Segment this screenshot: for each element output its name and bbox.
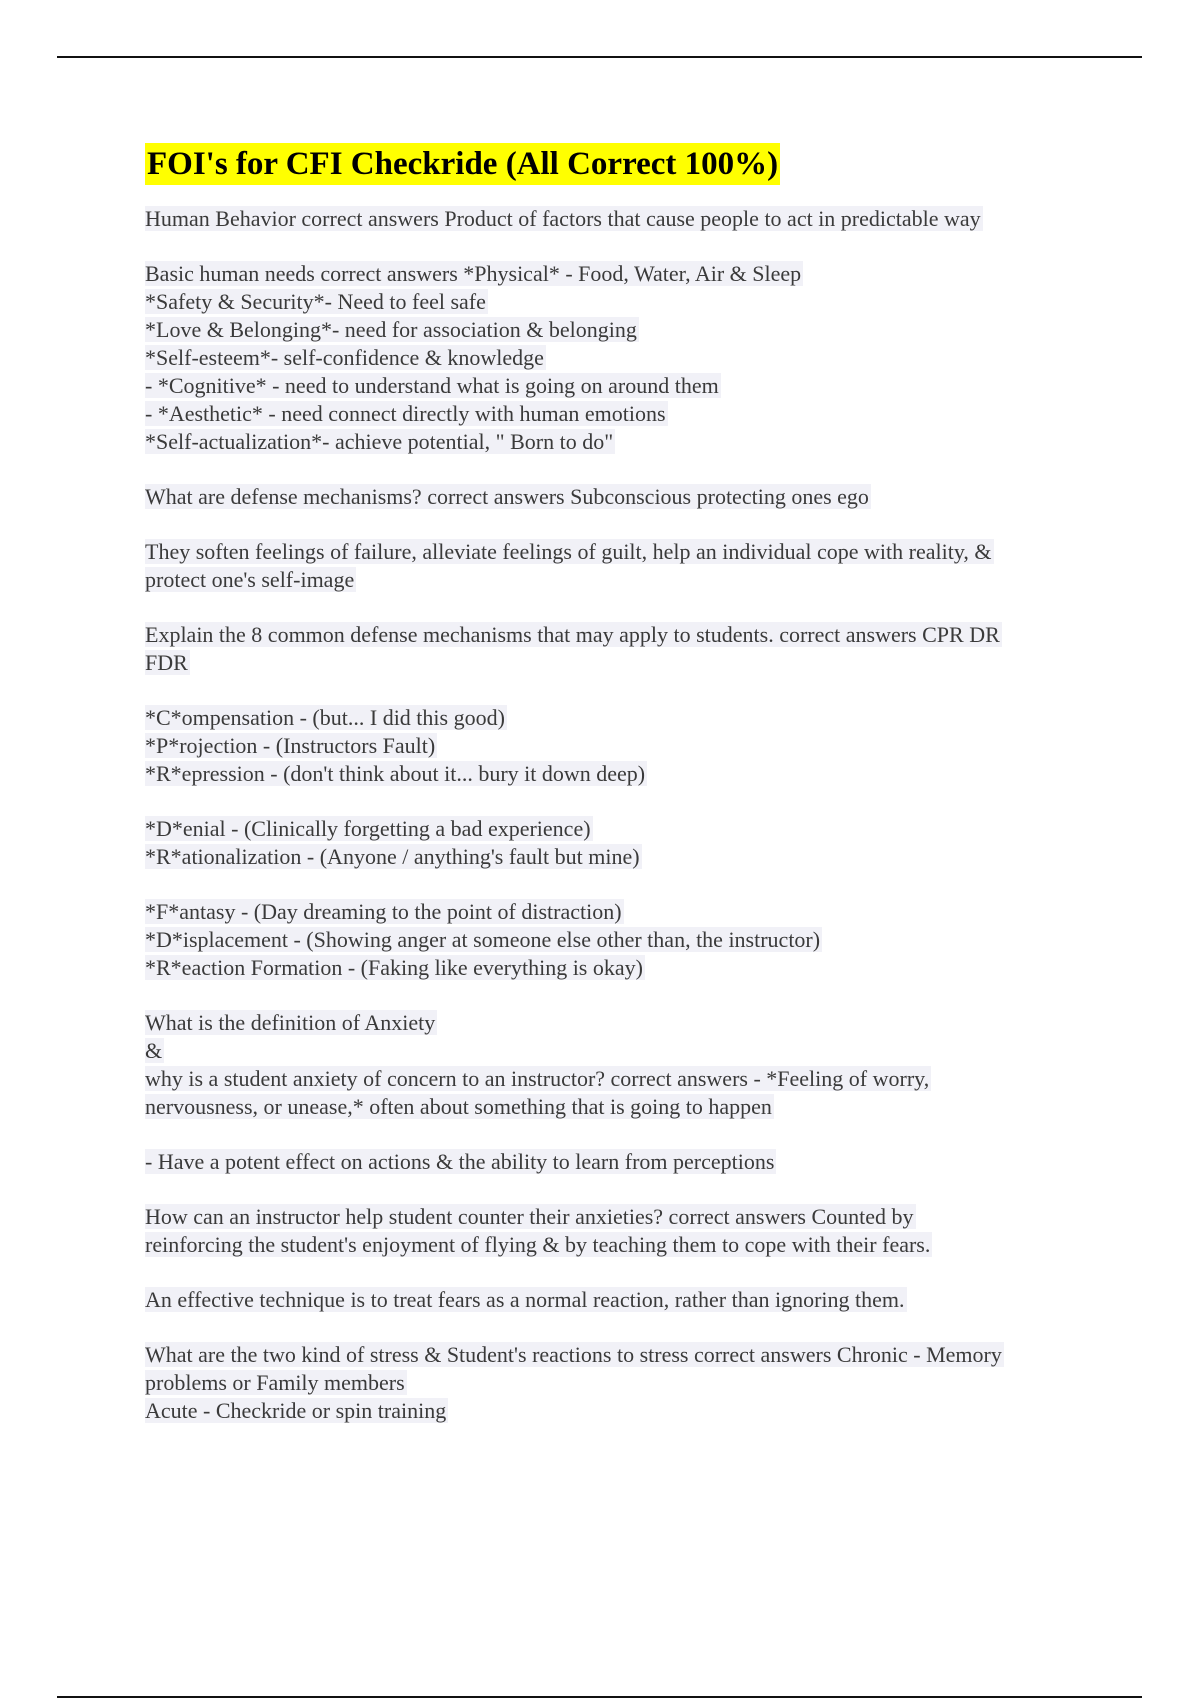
text-line	[145, 649, 1090, 677]
paragraph	[145, 1203, 1090, 1259]
text-line	[145, 621, 1090, 649]
text-line-content: They soften feelings of failure, alleviate feelings of guilt, help an individual cope with reality, &	[145, 539, 992, 564]
text-line-content: *Self-actualization*- achieve potential, " Born to do"	[145, 429, 614, 454]
paragraph	[145, 483, 1090, 511]
text-line-content: - Have a potent effect on actions & the ability to learn from perceptions	[145, 1149, 775, 1174]
text-line	[145, 1397, 1090, 1425]
paragraph	[145, 260, 1090, 456]
text-line-content: Explain the 8 common defense mechanisms that may apply to students. correct answers CPR DR	[145, 622, 1000, 647]
paragraph	[145, 1341, 1090, 1425]
text-line	[145, 1065, 1090, 1093]
paragraph	[145, 1009, 1090, 1121]
text-line	[145, 1037, 1090, 1065]
text-line-content: *R*ationalization - (Anyone / anything's fault but mine)	[145, 844, 640, 869]
paragraph	[145, 621, 1090, 677]
text-line-content: *Love & Belonging*- need for association & belonging	[145, 317, 637, 342]
text-line	[145, 205, 1090, 233]
text-line	[145, 732, 1090, 760]
text-line-content: How can an instructor help student counter their anxieties? correct answers Counted by	[145, 1204, 914, 1229]
text-line	[145, 954, 1090, 982]
paragraph	[145, 538, 1090, 594]
text-line	[145, 538, 1090, 566]
text-line-content: What is the definition of Anxiety	[145, 1010, 436, 1035]
text-line-content: *C*ompensation - (but... I did this good)	[145, 705, 505, 730]
text-line-content: Acute - Checkride or spin training	[145, 1398, 447, 1423]
text-line-content: FDR	[145, 650, 188, 675]
text-line-content: Basic human needs correct answers *Physical* - Food, Water, Air & Sleep	[145, 261, 802, 286]
paragraph	[145, 1286, 1090, 1314]
text-line	[145, 288, 1090, 316]
text-line-content: problems or Family members	[145, 1370, 405, 1395]
text-line	[145, 1203, 1090, 1231]
text-line-content: *Self-esteem*- self-confidence & knowledge	[145, 345, 544, 370]
text-line-content: What are the two kind of stress & Student's reactions to stress correct answers Chronic - Memory	[145, 1342, 1002, 1367]
text-line-content: *P*rojection - (Instructors Fault)	[145, 733, 436, 758]
text-line-content: What are defense mechanisms? correct answers Subconscious protecting ones ego	[145, 484, 869, 509]
text-line-content: reinforcing the student's enjoyment of flying & by teaching them to cope with their fears.	[145, 1232, 931, 1257]
text-line	[145, 372, 1090, 400]
text-line	[145, 566, 1090, 594]
paragraph	[145, 205, 1090, 233]
text-line	[145, 815, 1090, 843]
text-line-content: Human Behavior correct answers Product of factors that cause people to act in predictable way	[145, 206, 981, 231]
text-line	[145, 760, 1090, 788]
text-line-content: An effective technique is to treat fears as a normal reaction, rather than ignoring them.	[145, 1287, 905, 1312]
document-title: FOI's for CFI Checkride (All Correct 100%)	[145, 143, 780, 185]
text-line-content: *Safety & Security*- Need to feel safe	[145, 289, 486, 314]
text-line-content: *D*isplacement - (Showing anger at someone else other than, the instructor)	[145, 927, 821, 952]
paragraph	[145, 1148, 1090, 1176]
text-line	[145, 344, 1090, 372]
text-line-content: *R*eaction Formation - (Faking like everything is okay)	[145, 955, 643, 980]
text-line	[145, 260, 1090, 288]
text-line	[145, 1148, 1090, 1176]
text-line	[145, 843, 1090, 871]
text-line-content: nervousness, or unease,* often about something that is going to happen	[145, 1094, 772, 1119]
text-line	[145, 483, 1090, 511]
text-line	[145, 1009, 1090, 1037]
text-line	[145, 428, 1090, 456]
text-line-content: &	[145, 1038, 163, 1063]
text-line	[145, 1093, 1090, 1121]
text-line	[145, 316, 1090, 344]
text-line-content: *D*enial - (Clinically forgetting a bad experience)	[145, 816, 591, 841]
text-line	[145, 898, 1090, 926]
paragraph	[145, 898, 1090, 982]
text-line-content: protect one's self-image	[145, 567, 355, 592]
paragraph	[145, 704, 1090, 788]
text-line-content: *F*antasy - (Day dreaming to the point of distraction)	[145, 899, 622, 924]
top-rule	[57, 56, 1142, 58]
bottom-rule	[57, 1696, 1142, 1698]
text-line	[145, 1369, 1090, 1397]
text-line	[145, 1341, 1090, 1369]
paragraph	[145, 815, 1090, 871]
document-body	[145, 143, 1090, 1452]
text-line	[145, 400, 1090, 428]
text-line	[145, 1231, 1090, 1259]
text-line-content: - *Aesthetic* - need connect directly with human emotions	[145, 401, 666, 426]
document-text	[145, 205, 1090, 1425]
text-line-content: - *Cognitive* - need to understand what is going on around them	[145, 373, 719, 398]
text-line	[145, 926, 1090, 954]
text-line-content: why is a student anxiety of concern to an instructor? correct answers - *Feeling of worry,	[145, 1066, 930, 1091]
text-line	[145, 1286, 1090, 1314]
text-line	[145, 704, 1090, 732]
text-line-content: *R*epression - (don't think about it... bury it down deep)	[145, 761, 646, 786]
